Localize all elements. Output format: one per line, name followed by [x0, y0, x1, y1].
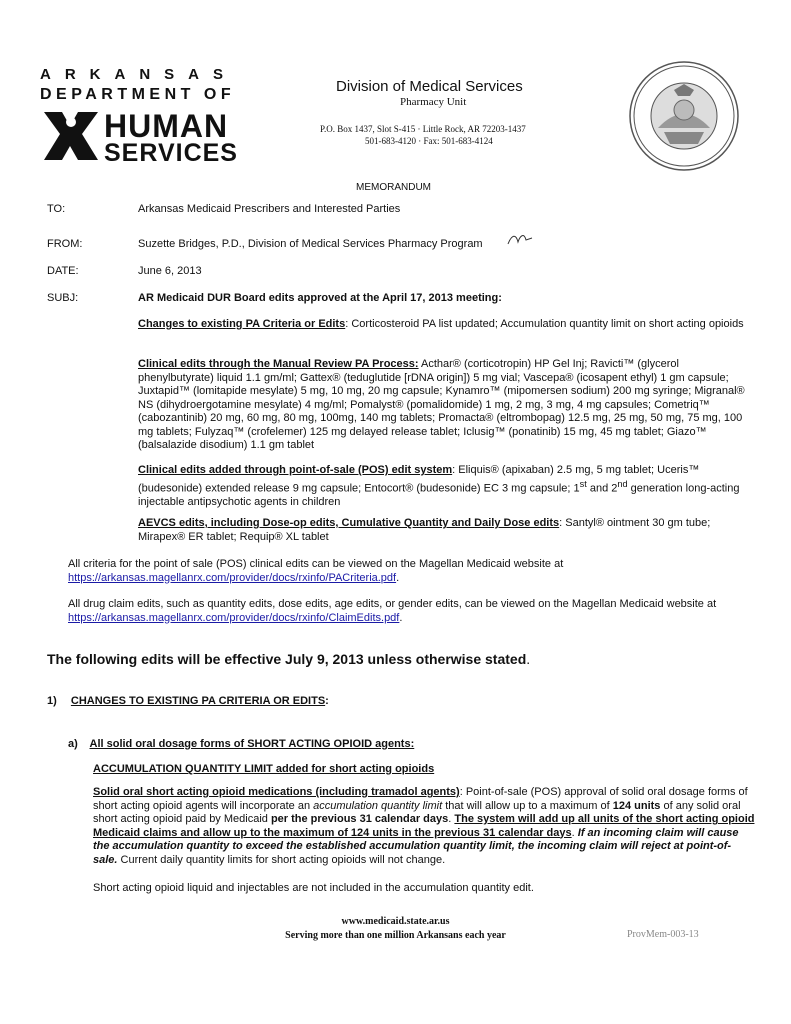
- signature-icon: [506, 230, 534, 248]
- logo-arkansas-text: ARKANSAS: [40, 66, 238, 83]
- body-bold-days: per the previous 31 calendar days: [270, 813, 449, 825]
- subj-label: SUBJ:: [47, 292, 79, 304]
- superscript-nd: nd: [617, 478, 628, 489]
- to-value: Arkansas Medicaid Prescribers and Interested Parties: [138, 203, 401, 215]
- subsection-a-heading: [68, 738, 414, 750]
- section-1-number: 1): [47, 695, 57, 707]
- footer-tagline: Serving more than one million Arkansans each year: [285, 930, 506, 941]
- subsection-a-letter: a): [68, 738, 78, 750]
- footer-memo-code: ProvMem-003-13: [627, 929, 699, 940]
- pos-edit-text-b: and 2: [586, 482, 618, 495]
- body-text-1: Point-of-sale (POS) approval of solid oral dosage forms of short acting opioid agents will incorporate an: [93, 786, 748, 812]
- claim-edits-link[interactable]: https://arkansas.magellanrx.com/provider/docs/rxinfo/ClaimEdits.pdf: [68, 611, 400, 624]
- dhs-figure-logo-icon: [42, 108, 100, 164]
- pos-edit-text-a: Eliquis® (apixaban) 2.5 mg, 5 mg tablet; Uceris™ (budesonide) extended release 9 mg capsule; Entocort® (budesonide) EC 3 mg capsule; 1: [138, 464, 700, 495]
- memorandum-label: MEMORANDUM: [356, 182, 431, 193]
- section-1-heading: 1) CHANGES TO EXISTING PA CRITERIA OR EDITS:: [47, 695, 329, 707]
- from-value: Suzette Bridges, P.D., Division of Medical Services Pharmacy Program: [138, 238, 483, 250]
- superscript-st: st: [579, 478, 587, 489]
- date-value: June 6, 2013: [138, 265, 202, 277]
- body-bold-underline: The system will add up all units of the short acting opioid Medicaid claims and allow up to the maximum of 124 units in the previous 31 calendar days: [93, 813, 755, 839]
- body-bold-units: 124 units: [612, 799, 661, 812]
- logo-human-text: HUMAN: [104, 108, 229, 144]
- logo-department-text: DEPARTMENT OF: [40, 86, 236, 103]
- body-text-4: .: [448, 813, 455, 825]
- body-bold-italic: If an incoming claim will cause the accumulation quantity to exceed the established accumulation quantity limit, the incoming claim will reject at point-of-sale.: [93, 826, 739, 866]
- address-line: P.O. Box 1437, Slot S-415 · Little Rock, AR 72203-1437: [320, 124, 526, 134]
- accumulation-body-paragraph: Solid oral short acting opioid medications (including tramadol agents): Point-of-sale (POS) approval of solid oral dosage forms of short acting opioid agents will incorporate an accumulation quantity limit that will allow up to a maximum of 124 units of any solid oral short acting opioid paid by Medicaid per the previous 31 calendar days. The system will add up all units of the short acting opioid Medicaid claims and allow up to the maximum of 124 units in the previous 31 calendar days. If an incoming claim will cause the accumulation quantity to exceed the established accumulation quantity limit, the incoming claim will reject at point-of-sale. Current daily quantity limits for short acting opioids will not change.: [93, 786, 755, 866]
- unit-name: Pharmacy Unit: [400, 96, 467, 108]
- claim-edits-note: All drug claim edits, such as quantity edits, dose edits, age edits, or gender edits, can be viewed on the Magellan Medicaid website at https://arkansas.magellanrx.com/provider/docs/rxinfo/ClaimEdits.pdf.: [68, 598, 717, 624]
- pa-criteria-heading: Changes to existing PA Criteria or Edits: [138, 318, 346, 330]
- body-lead-heading: Solid oral short acting opioid medications (including tramadol agents): [93, 786, 460, 798]
- manual-review-paragraph: [138, 358, 750, 453]
- to-label: TO:: [47, 203, 66, 215]
- from-label: FROM:: [47, 238, 83, 250]
- pos-criteria-note: All criteria for the point of sale (POS) clinical edits can be viewed on the Magellan Medicaid website at https://arkansas.magellanrx.com/provider/docs/rxinfo/PACriteria.pdf.: [68, 558, 564, 584]
- pos-edit-heading: Clinical edits added through point-of-sale (POS) edit system: [138, 464, 453, 476]
- effective-date-headline: The following edits will be effective July 9, 2013 unless otherwise stated.: [47, 651, 531, 667]
- state-seal-icon: [628, 60, 740, 172]
- division-title: Division of Medical Services: [336, 78, 523, 95]
- pos-edit-paragraph: Clinical edits added through point-of-sale (POS) edit system: Eliquis® (apixaban) 2.5 mg, 5 mg tablet; Uceris™ (budesonide) extended release 9 mg capsule; Entocort® (budesonide) EC 3 mg capsule; 1st and 2nd generation long-acting injectable antipsychotic agents in children: [138, 464, 740, 508]
- section-1-title: CHANGES TO EXISTING PA CRITERIA OR EDITS: [70, 695, 326, 707]
- date-label: DATE:: [47, 265, 79, 277]
- manual-review-heading: Clinical edits through the Manual Review PA Process:: [138, 358, 419, 370]
- logo-services-text: SERVICES: [104, 139, 238, 167]
- aevcs-paragraph: AEVCS edits, including Dose-op edits, Cumulative Quantity and Daily Dose edits: Santyl® ointment 30 gm tube; Mirapex® ER tablet; Requip® XL tablet: [138, 517, 711, 543]
- subj-value: AR Medicaid DUR Board edits approved at the April 17, 2013 meeting:: [138, 292, 502, 304]
- aevcs-heading: AEVCS edits, including Dose-op edits, Cumulative Quantity and Daily Dose edits: [138, 517, 560, 529]
- body-italic-1: accumulation quantity limit: [313, 799, 443, 812]
- manual-review-text: Acthar® (corticotropin) HP Gel Inj; Ravicti™ (glycerol phenylbutyrate) liquid 1.1 gm/ml; Gattex® (teduglutide [rDNA origin]) 5 mg vial; Vascepa® (icosapent ethyl) 1 gm capsule; Juxtapid™ (lomitapide mesylate) 5 mg, 10 mg, 20 mg capsule; Kynamro™ (mipomersen sodium) 200 mg syringe; Migranal® NS (dihydroergotamine mesylate) 4 mg/ml; Pomalyst® (pomalidomide) 1 mg, 2 mg, 3 mg, 4 mg capsules; Cometriq™ (cabozantinib) 20 mg, 60 mg, 80 mg, 100mg, 140 mg tablets; Promacta® (eltrombopag) 12.5 mg, 25 mg, 50 mg, 75 mg, 100 mg tablets; Fulyzaq™ (crofelemer) 125 mg delayed release tablet; Iclusig™ (ponatinib) 15 mg, 45 mg tablet; Giazo™ (balsalazide disodium) 1.1 gm tablet: [138, 358, 745, 451]
- headline-text: The following edits will be effective July 9, 2013 unless otherwise stated: [47, 651, 527, 667]
- accumulation-limit-subtitle: ACCUMULATION QUANTITY LIMIT added for short acting opioids: [93, 763, 435, 775]
- pa-criteria-paragraph: Changes to existing PA Criteria or Edits: Corticosteroid PA list updated; Accumulation quantity limit on short acting opioids: [138, 318, 744, 330]
- pa-criteria-link[interactable]: https://arkansas.magellanrx.com/provider/docs/rxinfo/PACriteria.pdf: [68, 571, 397, 584]
- liquid-injectable-note: Short acting opioid liquid and injectables are not included in the accumulation quantity edit.: [93, 882, 534, 894]
- pa-criteria-text: Corticosteroid PA list updated; Accumulation quantity limit on short acting opioids: [351, 318, 744, 330]
- body-text-5: .: [571, 826, 578, 839]
- subsection-a-title: All solid oral dosage forms of SHORT ACTING OPIOID agents:: [89, 738, 415, 750]
- phone-line: 501-683-4120 · Fax: 501-683-4124: [365, 136, 493, 146]
- pos-note-text: All criteria for the point of sale (POS) clinical edits can be viewed on the Magellan Medicaid website at: [68, 558, 564, 570]
- claim-note-text: All drug claim edits, such as quantity edits, dose edits, age edits, or gender edits, can be viewed on the Magellan Medicaid website at: [68, 598, 717, 610]
- pos-edit-text-c: generation long-acting injectable antipsychotic agents in children: [138, 482, 740, 508]
- footer-website: www.medicaid.state.ar.us: [341, 916, 450, 927]
- body-text-6: Current daily quantity limits for short acting opioids will not change.: [117, 853, 446, 866]
- body-text-2: that will allow up to a maximum of: [442, 799, 613, 812]
- aevcs-text: Santyl® ointment 30 gm tube; Mirapex® ER tablet; Requip® XL tablet: [138, 517, 711, 543]
- body-text-3: of any solid oral short acting opioid paid by Medicaid: [93, 799, 741, 825]
